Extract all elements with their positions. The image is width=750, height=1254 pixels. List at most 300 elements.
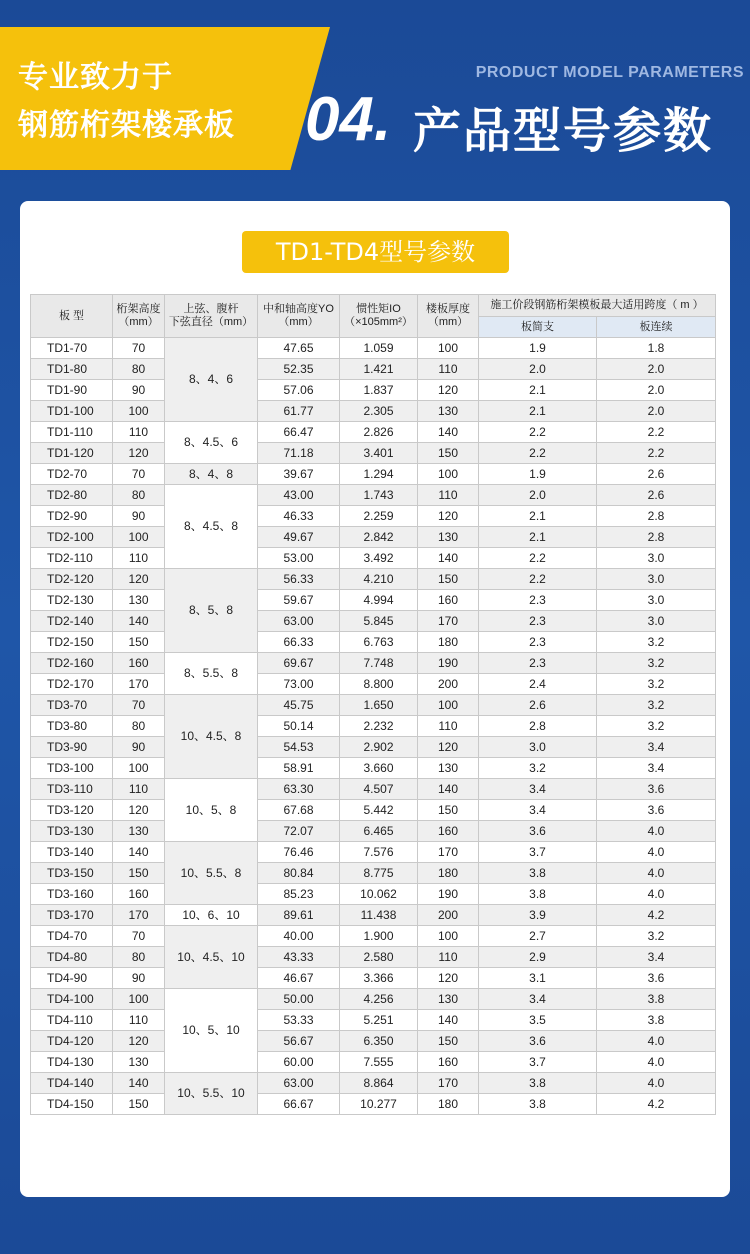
height-cell: 130 bbox=[113, 1052, 165, 1073]
simple-span-cell: 3.8 bbox=[479, 1073, 597, 1094]
simple-span-cell: 3.8 bbox=[479, 863, 597, 884]
yo-cell: 69.67 bbox=[258, 653, 340, 674]
model-cell: TD2-120 bbox=[31, 569, 113, 590]
table-row bbox=[31, 842, 716, 863]
model-cell: TD4-70 bbox=[31, 926, 113, 947]
inertia-cell: 2.259 bbox=[340, 506, 418, 527]
model-cell: TD4-90 bbox=[31, 968, 113, 989]
model-cell: TD2-140 bbox=[31, 611, 113, 632]
yo-cell: 54.53 bbox=[258, 737, 340, 758]
diameter-cell: 8、4、6 bbox=[165, 338, 258, 422]
thickness-cell: 160 bbox=[418, 821, 479, 842]
thickness-cell: 200 bbox=[418, 674, 479, 695]
simple-span-cell: 3.8 bbox=[479, 884, 597, 905]
continuous-span-cell: 2.0 bbox=[597, 359, 716, 380]
thickness-cell: 130 bbox=[418, 401, 479, 422]
thickness-cell: 120 bbox=[418, 380, 479, 401]
height-cell: 80 bbox=[113, 716, 165, 737]
yo-cell: 71.18 bbox=[258, 443, 340, 464]
table-row bbox=[31, 611, 716, 632]
inertia-cell: 4.210 bbox=[340, 569, 418, 590]
height-cell: 120 bbox=[113, 569, 165, 590]
model-cell: TD3-110 bbox=[31, 779, 113, 800]
header-inertia: 惯性矩IO （×105mm²） bbox=[340, 295, 418, 338]
inertia-cell: 3.366 bbox=[340, 968, 418, 989]
yo-cell: 63.00 bbox=[258, 611, 340, 632]
continuous-span-cell: 4.0 bbox=[597, 863, 716, 884]
yo-cell: 80.84 bbox=[258, 863, 340, 884]
thickness-cell: 150 bbox=[418, 1031, 479, 1052]
continuous-span-cell: 3.2 bbox=[597, 695, 716, 716]
yo-cell: 58.91 bbox=[258, 758, 340, 779]
height-cell: 80 bbox=[113, 947, 165, 968]
yo-cell: 66.33 bbox=[258, 632, 340, 653]
simple-span-cell: 2.2 bbox=[479, 548, 597, 569]
table-row bbox=[31, 653, 716, 674]
diameter-cell: 10、5、10 bbox=[165, 989, 258, 1073]
thickness-cell: 180 bbox=[418, 863, 479, 884]
inertia-cell: 8.800 bbox=[340, 674, 418, 695]
inertia-cell: 2.826 bbox=[340, 422, 418, 443]
yo-cell: 89.61 bbox=[258, 905, 340, 926]
table-row bbox=[31, 443, 716, 464]
header-continuous: 板连续 bbox=[597, 317, 716, 338]
inertia-cell: 5.251 bbox=[340, 1010, 418, 1031]
simple-span-cell: 2.3 bbox=[479, 653, 597, 674]
diameter-cell: 8、5.5、8 bbox=[165, 653, 258, 695]
inertia-cell: 10.062 bbox=[340, 884, 418, 905]
yo-cell: 61.77 bbox=[258, 401, 340, 422]
thickness-cell: 140 bbox=[418, 422, 479, 443]
inertia-cell: 3.401 bbox=[340, 443, 418, 464]
simple-span-cell: 2.2 bbox=[479, 422, 597, 443]
height-cell: 100 bbox=[113, 527, 165, 548]
thickness-cell: 190 bbox=[418, 884, 479, 905]
table-body bbox=[31, 338, 716, 1115]
inertia-cell: 6.350 bbox=[340, 1031, 418, 1052]
height-cell: 120 bbox=[113, 1031, 165, 1052]
thickness-cell: 160 bbox=[418, 590, 479, 611]
thickness-cell: 170 bbox=[418, 1073, 479, 1094]
continuous-span-cell: 3.0 bbox=[597, 611, 716, 632]
simple-span-cell: 2.2 bbox=[479, 569, 597, 590]
inertia-cell: 2.305 bbox=[340, 401, 418, 422]
model-cell: TD1-100 bbox=[31, 401, 113, 422]
height-cell: 110 bbox=[113, 548, 165, 569]
thickness-cell: 100 bbox=[418, 338, 479, 359]
model-cell: TD2-100 bbox=[31, 527, 113, 548]
model-cell: TD3-100 bbox=[31, 758, 113, 779]
continuous-span-cell: 3.2 bbox=[597, 674, 716, 695]
height-cell: 110 bbox=[113, 779, 165, 800]
simple-span-cell: 3.2 bbox=[479, 758, 597, 779]
diameter-cell: 8、5、8 bbox=[165, 569, 258, 653]
model-cell: TD3-120 bbox=[31, 800, 113, 821]
model-cell: TD3-90 bbox=[31, 737, 113, 758]
yo-cell: 49.67 bbox=[258, 527, 340, 548]
diameter-cell: 8、4、8 bbox=[165, 464, 258, 485]
table-row bbox=[31, 338, 716, 359]
simple-span-cell: 2.4 bbox=[479, 674, 597, 695]
inertia-cell: 8.775 bbox=[340, 863, 418, 884]
table-row bbox=[31, 800, 716, 821]
table-row bbox=[31, 989, 716, 1010]
simple-span-cell: 3.4 bbox=[479, 989, 597, 1010]
table-row bbox=[31, 1094, 716, 1115]
thickness-cell: 130 bbox=[418, 989, 479, 1010]
model-cell: TD2-70 bbox=[31, 464, 113, 485]
header-title: 产品型号参数 bbox=[413, 103, 714, 159]
inertia-cell: 1.059 bbox=[340, 338, 418, 359]
continuous-span-cell: 3.2 bbox=[597, 632, 716, 653]
yo-cell: 66.47 bbox=[258, 422, 340, 443]
header-model: 板 型 bbox=[31, 295, 113, 338]
thickness-cell: 130 bbox=[418, 758, 479, 779]
yo-cell: 63.00 bbox=[258, 1073, 340, 1094]
height-cell: 70 bbox=[113, 695, 165, 716]
header-slab-thickness: 楼板厚度 （mm） bbox=[418, 295, 479, 338]
simple-span-cell: 2.7 bbox=[479, 926, 597, 947]
model-cell: TD3-170 bbox=[31, 905, 113, 926]
continuous-span-cell: 3.4 bbox=[597, 737, 716, 758]
inertia-cell: 2.902 bbox=[340, 737, 418, 758]
header-span-group: 施工价段钢筋桁架模板最大适用跨度（ m ） bbox=[479, 295, 716, 317]
height-cell: 160 bbox=[113, 653, 165, 674]
diameter-cell: 8、4.5、6 bbox=[165, 422, 258, 464]
thickness-cell: 200 bbox=[418, 905, 479, 926]
thickness-cell: 110 bbox=[418, 359, 479, 380]
simple-span-cell: 2.3 bbox=[479, 611, 597, 632]
model-cell: TD3-70 bbox=[31, 695, 113, 716]
model-cell: TD4-100 bbox=[31, 989, 113, 1010]
header-simple-support: 板简支 bbox=[479, 317, 597, 338]
model-cell: TD2-160 bbox=[31, 653, 113, 674]
thickness-cell: 110 bbox=[418, 947, 479, 968]
continuous-span-cell: 3.4 bbox=[597, 947, 716, 968]
inertia-cell: 4.256 bbox=[340, 989, 418, 1010]
continuous-span-cell: 3.0 bbox=[597, 590, 716, 611]
inertia-cell: 1.650 bbox=[340, 695, 418, 716]
model-cell: TD1-120 bbox=[31, 443, 113, 464]
height-cell: 70 bbox=[113, 464, 165, 485]
table-row bbox=[31, 716, 716, 737]
yo-cell: 45.75 bbox=[258, 695, 340, 716]
simple-span-cell: 3.0 bbox=[479, 737, 597, 758]
simple-span-cell: 2.3 bbox=[479, 590, 597, 611]
thickness-cell: 110 bbox=[418, 716, 479, 737]
yo-cell: 46.67 bbox=[258, 968, 340, 989]
table-row bbox=[31, 884, 716, 905]
continuous-span-cell: 4.2 bbox=[597, 1094, 716, 1115]
simple-span-cell: 3.7 bbox=[479, 1052, 597, 1073]
brand-tab bbox=[0, 27, 330, 170]
height-cell: 120 bbox=[113, 443, 165, 464]
simple-span-cell: 1.9 bbox=[479, 464, 597, 485]
continuous-span-cell: 3.6 bbox=[597, 968, 716, 989]
thickness-cell: 100 bbox=[418, 464, 479, 485]
continuous-span-cell: 3.6 bbox=[597, 779, 716, 800]
yo-cell: 60.00 bbox=[258, 1052, 340, 1073]
yo-cell: 76.46 bbox=[258, 842, 340, 863]
table-row bbox=[31, 464, 716, 485]
continuous-span-cell: 4.0 bbox=[597, 1052, 716, 1073]
model-cell: TD2-130 bbox=[31, 590, 113, 611]
yo-cell: 50.14 bbox=[258, 716, 340, 737]
thickness-cell: 100 bbox=[418, 926, 479, 947]
table-row bbox=[31, 485, 716, 506]
table-row bbox=[31, 527, 716, 548]
height-cell: 70 bbox=[113, 926, 165, 947]
inertia-cell: 1.837 bbox=[340, 380, 418, 401]
thickness-cell: 150 bbox=[418, 800, 479, 821]
table-row bbox=[31, 737, 716, 758]
height-cell: 150 bbox=[113, 632, 165, 653]
tab-line-2: 钢筋桁架楼承板 bbox=[18, 108, 235, 143]
table-row bbox=[31, 569, 716, 590]
yo-cell: 53.00 bbox=[258, 548, 340, 569]
simple-span-cell: 2.0 bbox=[479, 485, 597, 506]
yo-cell: 73.00 bbox=[258, 674, 340, 695]
thickness-cell: 170 bbox=[418, 842, 479, 863]
diameter-cell: 10、4.5、10 bbox=[165, 926, 258, 989]
header-subtitle: PRODUCT MODEL PARAMETERS bbox=[475, 64, 744, 81]
simple-span-cell: 2.1 bbox=[479, 380, 597, 401]
height-cell: 110 bbox=[113, 422, 165, 443]
model-cell: TD2-170 bbox=[31, 674, 113, 695]
simple-span-cell: 2.6 bbox=[479, 695, 597, 716]
height-cell: 140 bbox=[113, 611, 165, 632]
simple-span-cell: 2.1 bbox=[479, 401, 597, 422]
inertia-cell: 5.845 bbox=[340, 611, 418, 632]
model-cell: TD3-140 bbox=[31, 842, 113, 863]
tab-line-1: 专业致力于 bbox=[18, 60, 173, 95]
table-row bbox=[31, 401, 716, 422]
continuous-span-cell: 2.8 bbox=[597, 527, 716, 548]
thickness-cell: 150 bbox=[418, 569, 479, 590]
diameter-cell: 8、4.5、8 bbox=[165, 485, 258, 569]
height-cell: 120 bbox=[113, 800, 165, 821]
height-cell: 170 bbox=[113, 674, 165, 695]
table-row bbox=[31, 947, 716, 968]
continuous-span-cell: 3.4 bbox=[597, 758, 716, 779]
continuous-span-cell: 3.6 bbox=[597, 800, 716, 821]
diameter-cell: 10、5.5、8 bbox=[165, 842, 258, 905]
inertia-cell: 8.864 bbox=[340, 1073, 418, 1094]
thickness-cell: 140 bbox=[418, 1010, 479, 1031]
inertia-cell: 1.294 bbox=[340, 464, 418, 485]
inertia-cell: 1.743 bbox=[340, 485, 418, 506]
table-row bbox=[31, 1031, 716, 1052]
diameter-cell: 10、6、10 bbox=[165, 905, 258, 926]
continuous-span-cell: 3.2 bbox=[597, 926, 716, 947]
inertia-cell: 4.994 bbox=[340, 590, 418, 611]
table-row bbox=[31, 821, 716, 842]
diameter-cell: 10、5.5、10 bbox=[165, 1073, 258, 1115]
simple-span-cell: 3.6 bbox=[479, 1031, 597, 1052]
model-cell: TD3-80 bbox=[31, 716, 113, 737]
continuous-span-cell: 4.0 bbox=[597, 1031, 716, 1052]
yo-cell: 59.67 bbox=[258, 590, 340, 611]
model-cell: TD2-150 bbox=[31, 632, 113, 653]
continuous-span-cell: 4.0 bbox=[597, 842, 716, 863]
header-rebar-diameter: 上弦、腹杆 下弦直径（mm） bbox=[165, 295, 258, 338]
height-cell: 130 bbox=[113, 821, 165, 842]
table-row bbox=[31, 1010, 716, 1031]
table-row bbox=[31, 422, 716, 443]
height-cell: 80 bbox=[113, 359, 165, 380]
header-number: 04. bbox=[305, 85, 392, 154]
table-row bbox=[31, 926, 716, 947]
yo-cell: 40.00 bbox=[258, 926, 340, 947]
simple-span-cell: 2.8 bbox=[479, 716, 597, 737]
inertia-cell: 2.232 bbox=[340, 716, 418, 737]
thickness-cell: 120 bbox=[418, 968, 479, 989]
model-cell: TD4-140 bbox=[31, 1073, 113, 1094]
simple-span-cell: 3.1 bbox=[479, 968, 597, 989]
thickness-cell: 140 bbox=[418, 548, 479, 569]
continuous-span-cell: 2.6 bbox=[597, 485, 716, 506]
model-cell: TD1-70 bbox=[31, 338, 113, 359]
parameter-table bbox=[30, 294, 716, 1115]
thickness-cell: 190 bbox=[418, 653, 479, 674]
table-row bbox=[31, 758, 716, 779]
inertia-cell: 4.507 bbox=[340, 779, 418, 800]
diameter-cell: 10、5、8 bbox=[165, 779, 258, 842]
yo-cell: 43.33 bbox=[258, 947, 340, 968]
yo-cell: 72.07 bbox=[258, 821, 340, 842]
height-cell: 100 bbox=[113, 989, 165, 1010]
thickness-cell: 150 bbox=[418, 443, 479, 464]
inertia-cell: 1.900 bbox=[340, 926, 418, 947]
model-cell: TD3-130 bbox=[31, 821, 113, 842]
continuous-span-cell: 2.2 bbox=[597, 422, 716, 443]
thickness-cell: 120 bbox=[418, 737, 479, 758]
height-cell: 90 bbox=[113, 968, 165, 989]
yo-cell: 43.00 bbox=[258, 485, 340, 506]
table-row bbox=[31, 968, 716, 989]
table-row bbox=[31, 779, 716, 800]
yo-cell: 56.67 bbox=[258, 1031, 340, 1052]
simple-span-cell: 2.1 bbox=[479, 527, 597, 548]
inertia-cell: 7.555 bbox=[340, 1052, 418, 1073]
continuous-span-cell: 2.2 bbox=[597, 443, 716, 464]
simple-span-cell: 3.5 bbox=[479, 1010, 597, 1031]
table-row bbox=[31, 548, 716, 569]
header-truss-height: 桁架高度 （mm） bbox=[113, 295, 165, 338]
model-cell: TD2-110 bbox=[31, 548, 113, 569]
continuous-span-cell: 3.2 bbox=[597, 716, 716, 737]
thickness-cell: 180 bbox=[418, 1094, 479, 1115]
inertia-cell: 11.438 bbox=[340, 905, 418, 926]
table-row bbox=[31, 359, 716, 380]
height-cell: 80 bbox=[113, 485, 165, 506]
simple-span-cell: 3.9 bbox=[479, 905, 597, 926]
simple-span-cell: 2.3 bbox=[479, 632, 597, 653]
yo-cell: 56.33 bbox=[258, 569, 340, 590]
height-cell: 160 bbox=[113, 884, 165, 905]
yo-cell: 67.68 bbox=[258, 800, 340, 821]
thickness-cell: 110 bbox=[418, 485, 479, 506]
continuous-span-cell: 2.8 bbox=[597, 506, 716, 527]
inertia-cell: 6.763 bbox=[340, 632, 418, 653]
yo-cell: 47.65 bbox=[258, 338, 340, 359]
yo-cell: 50.00 bbox=[258, 989, 340, 1010]
table-row bbox=[31, 1052, 716, 1073]
simple-span-cell: 2.2 bbox=[479, 443, 597, 464]
header-neutral-axis: 中和轴高度YO （mm） bbox=[258, 295, 340, 338]
continuous-span-cell: 2.0 bbox=[597, 401, 716, 422]
continuous-span-cell: 3.0 bbox=[597, 569, 716, 590]
model-cell: TD3-160 bbox=[31, 884, 113, 905]
continuous-span-cell: 3.8 bbox=[597, 989, 716, 1010]
height-cell: 150 bbox=[113, 1094, 165, 1115]
height-cell: 100 bbox=[113, 758, 165, 779]
thickness-cell: 180 bbox=[418, 632, 479, 653]
yo-cell: 52.35 bbox=[258, 359, 340, 380]
inertia-cell: 6.465 bbox=[340, 821, 418, 842]
inertia-cell: 3.660 bbox=[340, 758, 418, 779]
height-cell: 130 bbox=[113, 590, 165, 611]
yo-cell: 53.33 bbox=[258, 1010, 340, 1031]
height-cell: 140 bbox=[113, 1073, 165, 1094]
height-cell: 150 bbox=[113, 863, 165, 884]
model-cell: TD1-90 bbox=[31, 380, 113, 401]
thickness-cell: 130 bbox=[418, 527, 479, 548]
diameter-cell: 10、4.5、8 bbox=[165, 695, 258, 779]
thickness-cell: 120 bbox=[418, 506, 479, 527]
simple-span-cell: 3.6 bbox=[479, 821, 597, 842]
continuous-span-cell: 4.0 bbox=[597, 821, 716, 842]
inertia-cell: 7.576 bbox=[340, 842, 418, 863]
model-cell: TD4-110 bbox=[31, 1010, 113, 1031]
simple-span-cell: 1.9 bbox=[479, 338, 597, 359]
table-row bbox=[31, 590, 716, 611]
continuous-span-cell: 4.0 bbox=[597, 1073, 716, 1094]
table-row bbox=[31, 674, 716, 695]
section-label: TD1-TD4型号参数 bbox=[242, 231, 509, 273]
height-cell: 90 bbox=[113, 380, 165, 401]
simple-span-cell: 2.0 bbox=[479, 359, 597, 380]
table-row bbox=[31, 1073, 716, 1094]
model-cell: TD1-110 bbox=[31, 422, 113, 443]
simple-span-cell: 3.7 bbox=[479, 842, 597, 863]
table-row bbox=[31, 863, 716, 884]
inertia-cell: 10.277 bbox=[340, 1094, 418, 1115]
height-cell: 170 bbox=[113, 905, 165, 926]
simple-span-cell: 3.4 bbox=[479, 779, 597, 800]
inertia-cell: 2.580 bbox=[340, 947, 418, 968]
yo-cell: 85.23 bbox=[258, 884, 340, 905]
continuous-span-cell: 3.8 bbox=[597, 1010, 716, 1031]
inertia-cell: 2.842 bbox=[340, 527, 418, 548]
table-row bbox=[31, 905, 716, 926]
model-cell: TD2-80 bbox=[31, 485, 113, 506]
height-cell: 90 bbox=[113, 506, 165, 527]
continuous-span-cell: 3.0 bbox=[597, 548, 716, 569]
yo-cell: 63.30 bbox=[258, 779, 340, 800]
inertia-cell: 7.748 bbox=[340, 653, 418, 674]
thickness-cell: 100 bbox=[418, 695, 479, 716]
continuous-span-cell: 4.2 bbox=[597, 905, 716, 926]
simple-span-cell: 3.8 bbox=[479, 1094, 597, 1115]
simple-span-cell: 3.4 bbox=[479, 800, 597, 821]
continuous-span-cell: 3.2 bbox=[597, 653, 716, 674]
yo-cell: 66.67 bbox=[258, 1094, 340, 1115]
yo-cell: 57.06 bbox=[258, 380, 340, 401]
height-cell: 100 bbox=[113, 401, 165, 422]
continuous-span-cell: 2.6 bbox=[597, 464, 716, 485]
continuous-span-cell: 1.8 bbox=[597, 338, 716, 359]
